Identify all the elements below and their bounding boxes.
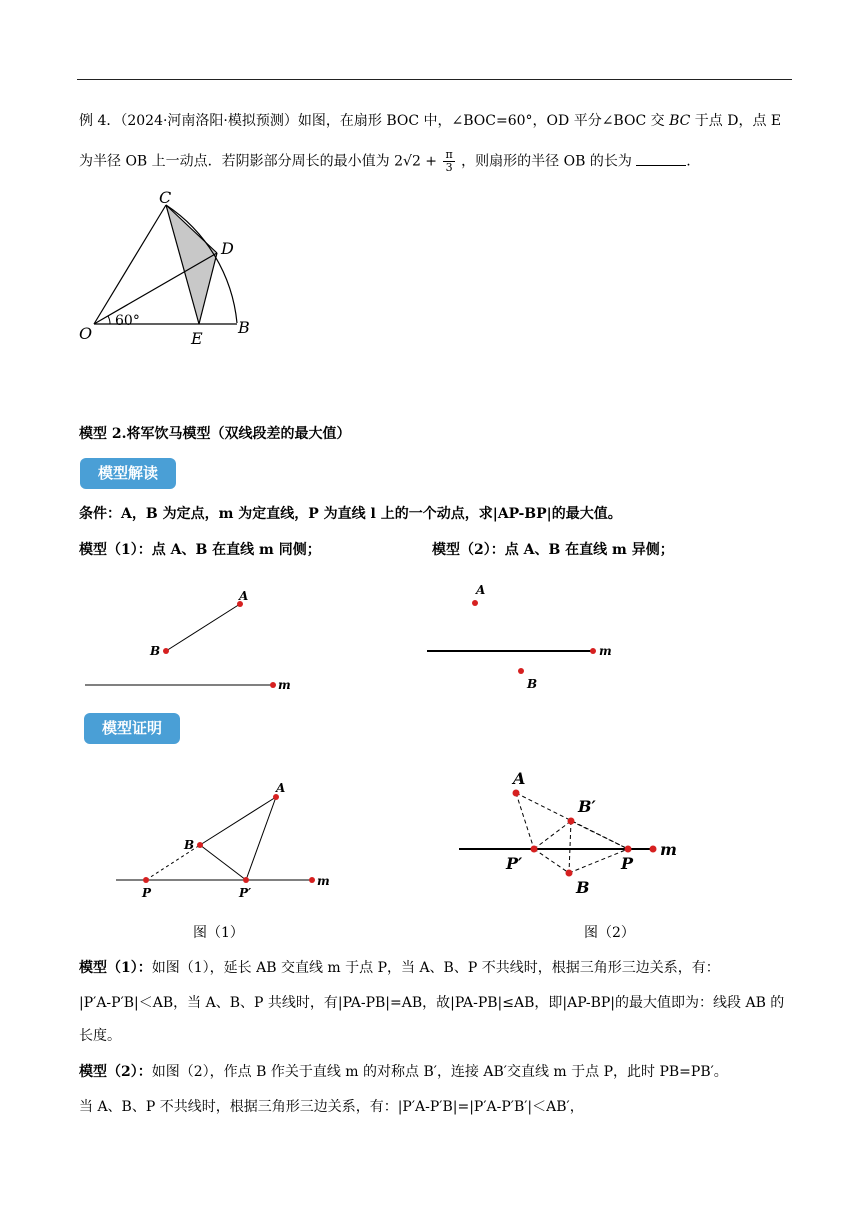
point-a: [513, 790, 520, 797]
point-p-prime: [531, 846, 538, 853]
label-b-prime: B′: [578, 797, 596, 816]
label-a: A: [276, 781, 286, 795]
badge-model-reading: 模型解读: [80, 458, 176, 489]
caption-figure-2: 图（2）: [584, 925, 635, 941]
label-b: B: [184, 838, 195, 852]
label-d: D: [221, 239, 234, 258]
example-line-2-prefix: 为半径 OB 上一动点．若阴影部分周长的最小值为 2√2 +: [79, 153, 438, 170]
label-m: m: [278, 678, 291, 692]
label-a: A: [513, 769, 526, 788]
example-line-2-end: .: [686, 153, 691, 170]
dashed-construction: [516, 793, 628, 873]
condition-text: 条件：A，B 为定点，m 为定直线，P 为直线 l 上的一个动点，求|AP-BP|的最大值。: [79, 506, 622, 522]
example-line-1-prefix: 例 4．（2024·河南洛阳·模拟预测）如图，在扇形 BOC 中，∠BOC=60°，OD 平分∠BOC 交: [79, 113, 665, 129]
label-p-prime: P′: [506, 854, 523, 873]
label-m: m: [317, 874, 330, 888]
label-b: B: [576, 878, 590, 897]
case-2-text: 模型（2）：点 A、B 在直线 m 异侧；: [432, 542, 674, 558]
label-c: C: [159, 188, 172, 207]
frac-denominator: 3: [445, 161, 453, 174]
label-b: B: [150, 644, 161, 658]
point-m: [650, 846, 657, 853]
example-line-1-suffix: 于点 D，点 E: [694, 113, 782, 129]
case-1-text: 模型（1）：点 A、B 在直线 m 同侧；: [79, 542, 321, 558]
label-a: A: [239, 589, 249, 603]
proof-1-line-3: 长度。: [79, 1028, 121, 1044]
point-p: [625, 846, 632, 853]
proof-1-line-1: 模型（1）：如图（1），延长 AB 交直线 m 于点 P，当 A、B、P 不共线时，根据三角形三边关系，有：: [79, 960, 720, 976]
proof-1-line-2: |P′A-P′B|＜AB，当 A、B、P 共线时，有|PA-PB|=AB，故|PA-PB|≤AB，即|AP-BP|的最大值即为：线段 AB 的: [79, 995, 785, 1011]
angle-label: 60°: [115, 313, 140, 329]
frac-numerator: π: [445, 148, 453, 161]
point-b: [566, 870, 573, 877]
label-o: O: [79, 324, 93, 343]
badge-model-proof: 模型证明: [84, 713, 180, 744]
label-p: P: [621, 854, 634, 873]
label-m: m: [599, 644, 612, 658]
label-b: B: [527, 677, 538, 691]
proof-2-line-1: 模型（2）：如图（2），作点 B 作关于直线 m 的对称点 B′，连接 AB′交直线 m 于点 P，此时 PB=PB′。: [79, 1064, 728, 1080]
label-m: m: [660, 840, 677, 859]
point-b-prime: [568, 818, 575, 825]
proof-2-line-2: 当 A、B、P 不共线时，根据三角形三边关系，有：|P′A-P′B|=|P′A-P′B′|＜AB′，: [79, 1099, 584, 1115]
arc-label: BC: [669, 113, 691, 129]
label-p: P: [142, 886, 152, 900]
example-line-2-suffix: ，则扇形的半径 OB 的长为: [461, 153, 632, 170]
caption-figure-1: 图（1）: [193, 925, 244, 941]
label-a: A: [476, 583, 486, 597]
label-p-prime: P′: [239, 886, 252, 900]
label-b: B: [238, 318, 250, 337]
section-title: 模型 2.将军饮马模型（双线段差的最大值）: [79, 426, 351, 442]
label-e: E: [191, 329, 203, 348]
